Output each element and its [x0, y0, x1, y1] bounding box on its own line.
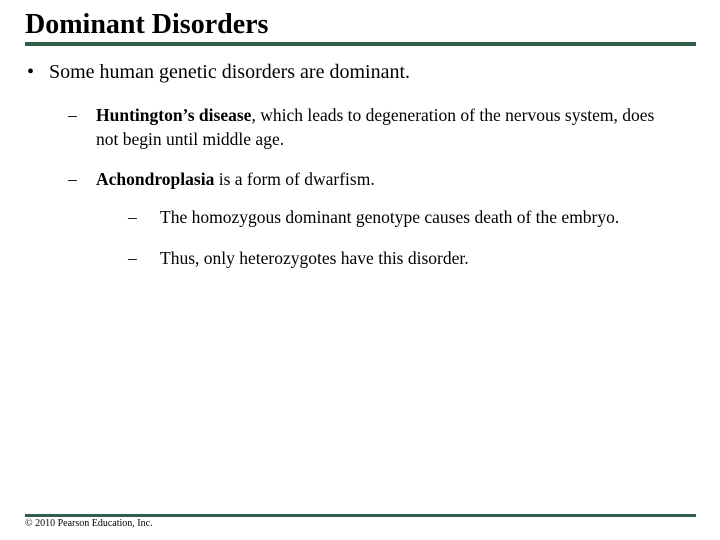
huntington-rest: , which leads to degeneration of the nervous system, does not begin until middle age.: [96, 105, 655, 149]
dash-icon: –: [68, 169, 77, 189]
title-divider: [25, 42, 696, 46]
achondroplasia-term: Achondroplasia: [96, 169, 215, 189]
huntington-text: [96, 103, 656, 151]
copyright-footer: © 2010 Pearson Education, Inc.: [25, 518, 153, 529]
dash-icon: –: [128, 207, 137, 227]
sub-point-text: Thus, only heterozygotes have this disorder.: [160, 248, 469, 268]
slide-title: Dominant Disorders: [25, 9, 269, 40]
dash-icon: –: [128, 248, 137, 268]
achondroplasia-text: [96, 167, 656, 191]
dash-icon: –: [68, 105, 77, 125]
main-bullet-text: Some human genetic disorders are dominant.: [49, 61, 411, 83]
sub-point-text: The homozygous dominant genotype causes death of the embryo.: [160, 207, 620, 227]
achondroplasia-rest: is a form of dwarfism.: [214, 169, 375, 189]
main-bullet: [27, 58, 410, 86]
bullet-icon: •: [27, 61, 35, 83]
footer-divider: [25, 514, 696, 517]
huntington-term: Huntington’s disease: [96, 105, 252, 125]
